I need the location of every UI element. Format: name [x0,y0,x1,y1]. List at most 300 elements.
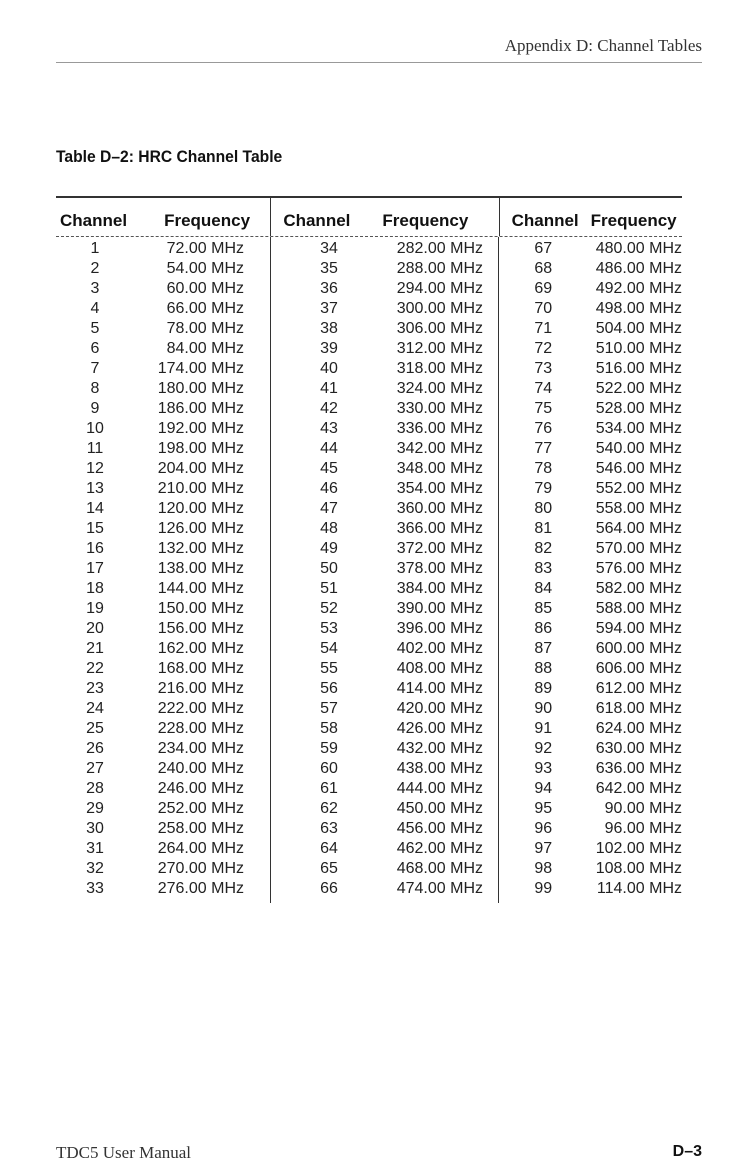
table-row [56,839,270,859]
frequency-cell: 636.00 MHz [595,760,682,777]
frequency-cell: 624.00 MHz [595,720,682,737]
frequency-cell: 240.00 MHz [157,760,244,777]
table-row [56,239,270,259]
frequency-cell: 156.00 MHz [157,620,244,637]
table-row [271,799,498,819]
table-row [271,859,498,879]
frequency-cell: 480.00 MHz [595,240,682,257]
frequency-cell: 492.00 MHz [595,280,682,297]
frequency-cell: 204.00 MHz [157,460,244,477]
table-row [271,819,498,839]
table-row [271,459,498,479]
table-row [499,299,682,319]
channel-cell: 66 [320,880,338,897]
channel-cell: 99 [534,880,553,897]
frequency-cell: 510.00 MHz [595,340,682,357]
table-row [56,639,270,659]
channel-cell: 92 [534,740,553,757]
frequency-cell: 522.00 MHz [595,380,682,397]
frequency-cell: 354.00 MHz [396,480,483,497]
channel-cell: 1 [90,240,100,257]
frequency-cell: 570.00 MHz [595,540,682,557]
table-row [499,619,682,639]
table-row [271,599,498,619]
table-row [271,839,498,859]
table-row [499,579,682,599]
table-caption: Table D–2: HRC Channel Table [56,147,283,166]
frequency-cell: 558.00 MHz [595,500,682,517]
frequency-cell: 108.00 MHz [595,860,682,877]
frequency-cell: 318.00 MHz [396,360,483,377]
frequency-cell: 336.00 MHz [396,420,483,437]
channel-cell: 55 [320,660,338,677]
channel-cell: 59 [320,740,338,757]
table-row [271,779,498,799]
frequency-cell: 120.00 MHz [157,500,244,517]
table-row [56,779,270,799]
channel-cell: 62 [320,800,338,817]
table-row [499,279,682,299]
table-row [271,659,498,679]
table-row [56,539,270,559]
channel-cell: 93 [534,760,553,777]
header-frequency: Frequency [164,211,251,230]
table-row [499,239,682,259]
table-row [56,399,270,419]
frequency-cell: 330.00 MHz [396,400,483,417]
table-row [56,659,270,679]
table-row [499,739,682,759]
table-row [499,659,682,679]
table-row [499,399,682,419]
channel-cell: 63 [320,820,338,837]
table-row [56,619,270,639]
channel-cell: 54 [320,640,338,657]
channel-cell: 8 [90,380,100,397]
frequency-cell: 612.00 MHz [595,680,682,697]
table-row [499,819,682,839]
frequency-cell: 78.00 MHz [166,320,244,337]
frequency-cell: 180.00 MHz [157,380,244,397]
table-row [499,339,682,359]
channel-cell: 23 [86,680,104,697]
header-frequency: Frequency [590,211,677,230]
channel-cell: 22 [86,660,104,677]
table-row [499,699,682,719]
channel-cell: 89 [534,680,553,697]
header-channel: Channel [60,211,128,230]
frequency-cell: 444.00 MHz [396,780,483,797]
table-row [271,479,498,499]
channel-cell: 26 [86,740,104,757]
table-row [271,339,498,359]
table-row [56,579,270,599]
channel-cell: 3 [90,280,100,297]
channel-cell: 77 [534,440,553,457]
table-row [271,259,498,279]
table-row [499,719,682,739]
table-row [499,779,682,799]
table-row [499,459,682,479]
channel-cell: 20 [86,620,104,637]
table-row [56,439,270,459]
table-row [56,819,270,839]
table-row [56,419,270,439]
table-row [499,559,682,579]
channel-cell: 43 [320,420,338,437]
frequency-cell: 408.00 MHz [396,660,483,677]
frequency-cell: 198.00 MHz [157,440,244,457]
table-row [271,619,498,639]
table-row [56,559,270,579]
table-row [271,239,498,259]
channel-cell: 57 [320,700,338,717]
table-header-row [56,198,682,237]
channel-table [56,196,682,903]
channel-cell: 52 [320,600,338,617]
frequency-cell: 222.00 MHz [157,700,244,717]
channel-cell: 2 [90,260,100,277]
table-row [499,539,682,559]
header-group-1 [56,198,271,236]
frequency-cell: 186.00 MHz [157,400,244,417]
table-row [271,719,498,739]
channel-cell: 39 [320,340,338,357]
channel-cell: 72 [534,340,553,357]
frequency-cell: 96.00 MHz [604,820,682,837]
table-row [271,759,498,779]
channel-cell: 81 [534,520,553,537]
frequency-cell: 84.00 MHz [166,340,244,357]
frequency-cell: 168.00 MHz [157,660,244,677]
channel-cell: 90 [534,700,553,717]
table-row [499,859,682,879]
frequency-cell: 402.00 MHz [396,640,483,657]
channel-cell: 76 [534,420,553,437]
channel-cell: 73 [534,360,553,377]
channel-cell: 56 [320,680,338,697]
table-row [56,279,270,299]
frequency-cell: 174.00 MHz [157,360,244,377]
frequency-cell: 144.00 MHz [157,580,244,597]
table-row [499,319,682,339]
frequency-cell: 264.00 MHz [157,840,244,857]
frequency-cell: 486.00 MHz [595,260,682,277]
channel-cell: 80 [534,500,553,517]
channel-cell: 34 [320,240,338,257]
table-row [56,799,270,819]
channel-cell: 24 [86,700,104,717]
table-column-group-3 [499,237,682,903]
table-column-group-1 [56,237,271,903]
frequency-cell: 642.00 MHz [595,780,682,797]
channel-cell: 33 [86,880,104,897]
channel-cell: 18 [86,580,104,597]
frequency-cell: 132.00 MHz [157,540,244,557]
frequency-cell: 192.00 MHz [157,420,244,437]
channel-cell: 45 [320,460,338,477]
frequency-cell: 468.00 MHz [396,860,483,877]
table-row [271,679,498,699]
channel-cell: 60 [320,760,338,777]
frequency-cell: 72.00 MHz [166,240,244,257]
channel-cell: 28 [86,780,104,797]
channel-cell: 38 [320,320,338,337]
frequency-cell: 414.00 MHz [396,680,483,697]
table-row [499,879,682,899]
frequency-cell: 456.00 MHz [396,820,483,837]
frequency-cell: 438.00 MHz [396,760,483,777]
frequency-cell: 384.00 MHz [396,580,483,597]
channel-cell: 42 [320,400,338,417]
table-row [499,359,682,379]
header-channel: Channel [283,211,351,230]
table-row [56,719,270,739]
channel-cell: 37 [320,300,338,317]
channel-cell: 30 [86,820,104,837]
running-header: Appendix D: Channel Tables [504,36,702,55]
table-row [56,459,270,479]
table-row [271,539,498,559]
frequency-cell: 378.00 MHz [396,560,483,577]
header-group-3 [500,198,682,236]
frequency-cell: 534.00 MHz [595,420,682,437]
frequency-cell: 606.00 MHz [595,660,682,677]
channel-cell: 32 [86,860,104,877]
channel-cell: 12 [86,460,104,477]
table-row [56,879,270,899]
table-row [271,279,498,299]
frequency-cell: 366.00 MHz [396,520,483,537]
table-row [56,599,270,619]
frequency-cell: 348.00 MHz [396,460,483,477]
channel-cell: 68 [534,260,553,277]
table-row [271,439,498,459]
footer-manual-title: TDC5 User Manual [56,1143,192,1162]
channel-cell: 40 [320,360,338,377]
channel-cell: 97 [534,840,553,857]
channel-cell: 48 [320,520,338,537]
frequency-cell: 270.00 MHz [157,860,244,877]
table-row [271,419,498,439]
channel-cell: 36 [320,280,338,297]
header-channel: Channel [511,211,579,230]
channel-cell: 49 [320,540,338,557]
channel-cell: 4 [90,300,100,317]
footer-page-number: D–3 [672,1143,702,1160]
table-row [499,599,682,619]
frequency-cell: 258.00 MHz [157,820,244,837]
channel-cell: 25 [86,720,104,737]
channel-cell: 44 [320,440,338,457]
channel-cell: 79 [534,480,553,497]
header-rule [56,62,702,63]
table-row [56,739,270,759]
table-row [499,499,682,519]
frequency-cell: 390.00 MHz [396,600,483,617]
table-row [499,479,682,499]
channel-cell: 67 [534,240,553,257]
table-body [56,237,682,903]
frequency-cell: 306.00 MHz [396,320,483,337]
frequency-cell: 102.00 MHz [595,840,682,857]
frequency-cell: 420.00 MHz [396,700,483,717]
channel-cell: 61 [320,780,338,797]
table-row [499,679,682,699]
frequency-cell: 276.00 MHz [157,880,244,897]
channel-cell: 53 [320,620,338,637]
table-row [56,699,270,719]
frequency-cell: 288.00 MHz [396,260,483,277]
table-row [56,759,270,779]
table-row [56,859,270,879]
frequency-cell: 300.00 MHz [396,300,483,317]
channel-cell: 71 [534,320,553,337]
frequency-cell: 66.00 MHz [166,300,244,317]
table-row [499,839,682,859]
table-row [56,379,270,399]
channel-cell: 6 [90,340,100,357]
channel-cell: 75 [534,400,553,417]
channel-cell: 82 [534,540,553,557]
header-frequency: Frequency [382,211,469,230]
frequency-cell: 246.00 MHz [157,780,244,797]
channel-cell: 87 [534,640,553,657]
channel-cell: 7 [90,360,100,377]
channel-cell: 88 [534,660,553,677]
table-row [271,699,498,719]
channel-cell: 16 [86,540,104,557]
frequency-cell: 504.00 MHz [595,320,682,337]
frequency-cell: 54.00 MHz [166,260,244,277]
channel-cell: 65 [320,860,338,877]
frequency-cell: 588.00 MHz [595,600,682,617]
channel-cell: 85 [534,600,553,617]
channel-cell: 50 [320,560,338,577]
table-row [271,399,498,419]
table-row [271,299,498,319]
table-row [56,499,270,519]
frequency-cell: 552.00 MHz [595,480,682,497]
frequency-cell: 546.00 MHz [595,460,682,477]
frequency-cell: 582.00 MHz [595,580,682,597]
table-row [499,759,682,779]
table-row [271,579,498,599]
channel-cell: 94 [534,780,553,797]
channel-cell: 46 [320,480,338,497]
table-row [499,799,682,819]
channel-cell: 29 [86,800,104,817]
table-row [56,259,270,279]
table-row [56,359,270,379]
channel-cell: 19 [86,600,104,617]
channel-cell: 47 [320,500,338,517]
frequency-cell: 162.00 MHz [157,640,244,657]
channel-cell: 5 [90,320,100,337]
frequency-cell: 252.00 MHz [157,800,244,817]
table-row [56,319,270,339]
table-row [271,499,498,519]
channel-cell: 41 [320,380,338,397]
table-row [499,379,682,399]
channel-cell: 69 [534,280,553,297]
channel-cell: 9 [90,400,100,417]
table-column-group-2 [271,237,499,903]
channel-cell: 13 [86,480,104,497]
channel-cell: 10 [86,420,104,437]
frequency-cell: 60.00 MHz [166,280,244,297]
table-row [499,259,682,279]
frequency-cell: 234.00 MHz [157,740,244,757]
channel-cell: 84 [534,580,553,597]
table-row [56,679,270,699]
channel-cell: 17 [86,560,104,577]
frequency-cell: 618.00 MHz [595,700,682,717]
table-row [271,739,498,759]
frequency-cell: 282.00 MHz [396,240,483,257]
table-row [271,559,498,579]
channel-cell: 15 [86,520,104,537]
channel-cell: 83 [534,560,553,577]
frequency-cell: 372.00 MHz [396,540,483,557]
frequency-cell: 312.00 MHz [396,340,483,357]
frequency-cell: 540.00 MHz [595,440,682,457]
table-row [271,879,498,899]
table-row [56,299,270,319]
frequency-cell: 138.00 MHz [157,560,244,577]
frequency-cell: 150.00 MHz [157,600,244,617]
table-row [499,419,682,439]
frequency-cell: 210.00 MHz [157,480,244,497]
frequency-cell: 324.00 MHz [396,380,483,397]
frequency-cell: 462.00 MHz [396,840,483,857]
channel-cell: 58 [320,720,338,737]
channel-cell: 96 [534,820,553,837]
frequency-cell: 360.00 MHz [396,500,483,517]
table-row [271,379,498,399]
channel-cell: 14 [86,500,104,517]
frequency-cell: 126.00 MHz [157,520,244,537]
frequency-cell: 342.00 MHz [396,440,483,457]
table-row [271,639,498,659]
channel-cell: 35 [320,260,338,277]
table-row [499,519,682,539]
channel-cell: 91 [534,720,553,737]
channel-cell: 74 [534,380,553,397]
frequency-cell: 576.00 MHz [595,560,682,577]
channel-cell: 95 [534,800,553,817]
channel-cell: 31 [86,840,104,857]
channel-cell: 78 [534,460,553,477]
frequency-cell: 450.00 MHz [396,800,483,817]
channel-cell: 70 [534,300,553,317]
frequency-cell: 528.00 MHz [595,400,682,417]
table-row [271,519,498,539]
frequency-cell: 630.00 MHz [595,740,682,757]
channel-cell: 98 [534,860,553,877]
table-row [56,479,270,499]
table-row [271,359,498,379]
channel-cell: 21 [86,640,104,657]
channel-cell: 11 [86,440,104,457]
frequency-cell: 594.00 MHz [595,620,682,637]
frequency-cell: 516.00 MHz [595,360,682,377]
table-row [271,319,498,339]
frequency-cell: 600.00 MHz [595,640,682,657]
frequency-cell: 432.00 MHz [396,740,483,757]
table-row [499,439,682,459]
frequency-cell: 498.00 MHz [595,300,682,317]
